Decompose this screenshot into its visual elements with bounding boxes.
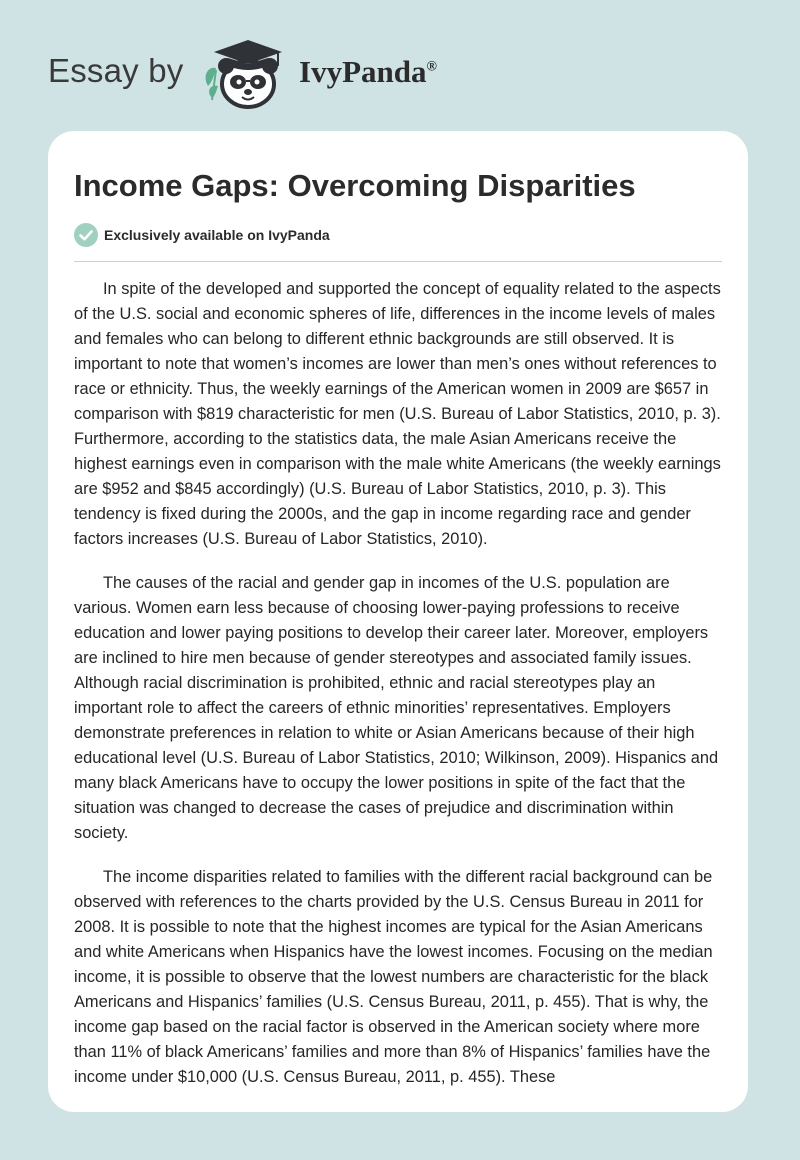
- essay-by-label: Essay by: [48, 52, 184, 89]
- essay-card: [48, 131, 748, 1112]
- panda-graduation-cap-logo-icon[interactable]: [198, 36, 294, 112]
- brand-name-text: IvyPanda: [299, 54, 427, 89]
- exclusive-badge-label: Exclusively available on IvyPanda: [104, 227, 330, 243]
- paragraph: In spite of the developed and supported the concept of equality related to the aspects of the U.S. social and economic spheres of life, differences in the income levels of males and females who can belong to different ethnic backgrounds are still observed. It is important to note that women’s incomes are lower than men’s ones without references to race or ethnicity. Thus, the weekly earnings of the American women in 2009 are $657 in comparison with $819 characteristic for men (U.S. Bureau of Labor Statistics, 2010, p. 3). Furthermore, according to the statistics data, the male Asian Americans receive the highest earnings even in comparison with the male white Americans (the weekly earnings are $952 and $845 accordingly) (U.S. Bureau of Labor Statistics, 2010, p. 3). This tendency is fixed during the 2000s, and the gap in income regarding race and gender factors increases (U.S. Bureau of Labor Statistics, 2010).: [74, 280, 721, 548]
- page-title: Income Gaps: Overcoming Disparities: [74, 168, 636, 203]
- paragraph: The income disparities related to families with the different racial background can be observed with references to the charts provided by the U.S. Census Bureau in 2011 for 2008. It is possible to note that the highest incomes are typical for the Asian Americans and white Americans when Hispanics have the lowest incomes. Focusing on the median income, it is possible to observe that the lowest numbers are characteristic for the black Americans and Hispanics’ families (U.S. Census Bureau, 2011, p. 455). That is why, the income gap based on the racial factor is observed in the American society where more than 11% of black Americans’ families and more than 8% of Hispanics’ families have the income under $10,000 (U.S. Census Bureau, 2011, p. 455). These: [74, 868, 713, 1086]
- exclusive-badge: [74, 223, 330, 247]
- site-header: [48, 34, 548, 114]
- title-divider: [74, 261, 722, 262]
- check-circle-icon: [74, 223, 98, 247]
- paragraph: The causes of the racial and gender gap in incomes of the U.S. population are various. Women earn less because of choosing lower-paying professions to receive education and lower paying positions to develop their career later. Moreover, employers are inclined to hire men because of gender stereotypes and associated family issues. Although racial discrimination is prohibited, ethnic and racial stereotypes play an important role to affect the careers of ethnic minorities’ representatives. Employers demonstrate preferences in relation to white or Asian Americans because of their high educational level (U.S. Bureau of Labor Statistics, 2010; Wilkinson, 2009). Hispanics and many black Americans have to occupy the lower positions in spite of the fact that the situation was changed to decrease the cases of prejudice and discrimination within society.: [74, 574, 719, 842]
- essay-body: [74, 277, 724, 1109]
- brand-name[interactable]: [299, 54, 437, 90]
- registered-mark: ®: [426, 59, 437, 75]
